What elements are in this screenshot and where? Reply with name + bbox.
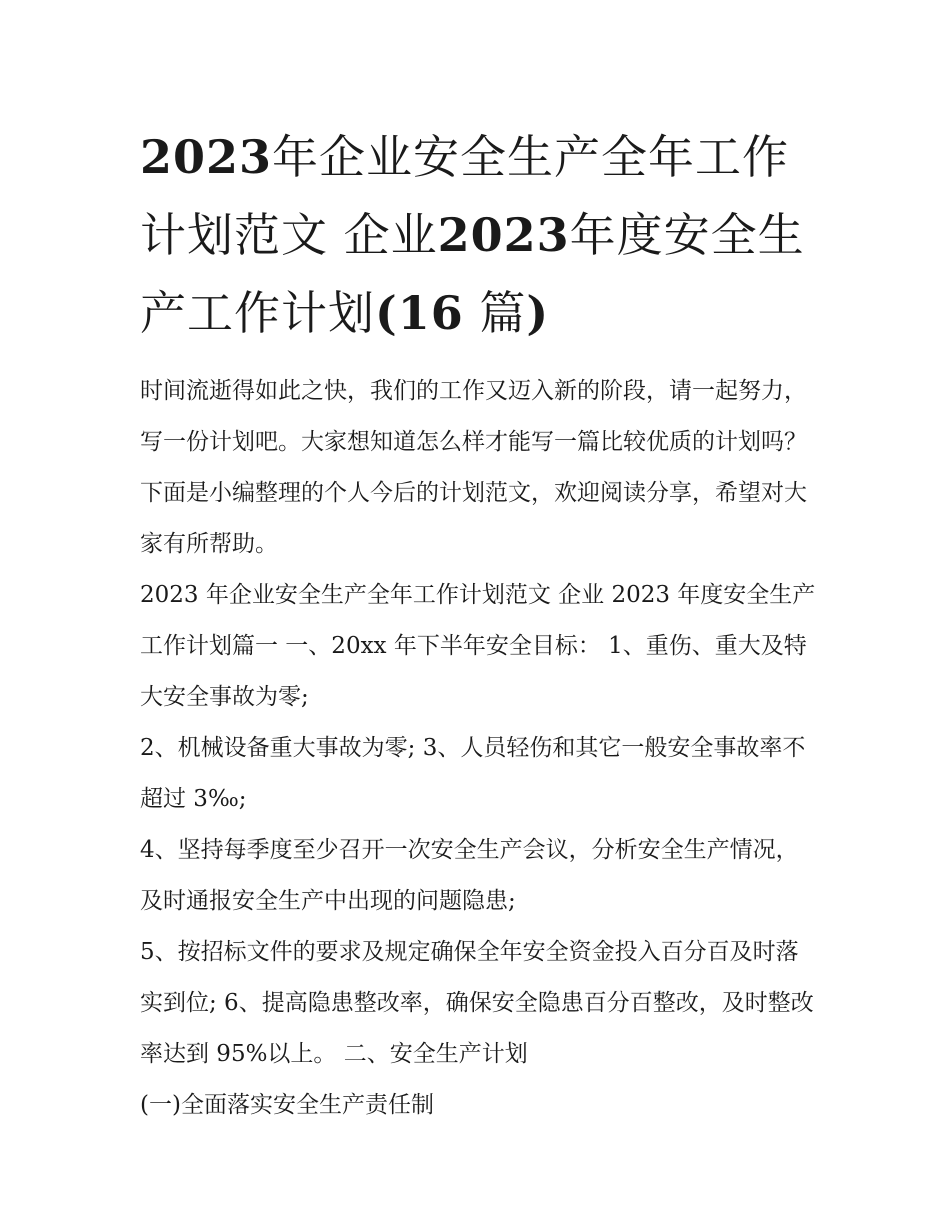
document-page [140, 118, 820, 1131]
title-count: (16 [375, 286, 464, 340]
title-close-paren: ) [526, 286, 550, 340]
document-title [140, 118, 820, 352]
body-paragraph-5: (一)全面落实安全生产责任制 [140, 1092, 434, 1118]
body-paragraph-1: 2023 年企业安全生产全年工作计划范文 企业 2023 年度安全生产工作计划篇一 一、20xx 年下半年安全目标： 1、重伤、重大及特大安全事故为零; [140, 582, 816, 710]
body-paragraph-2: 2、机械设备重大事故为零; 3、人员轻伤和其它一般安全事故率不超过 3‰; [140, 735, 806, 812]
body-paragraph-4: 5、按招标文件的要求及规定确保全年安全资金投入百分百及时落实到位; 6、提高隐患整改率，确保安全隐患百分百整改，及时整改率达到 95%以上。 二、安全生产计划 [140, 939, 814, 1067]
title-count-unit: 篇 [463, 286, 527, 340]
title-text-1: 年企业安全生产全年工作计划范文 企业 [140, 130, 790, 262]
title-text-2: 年度安全生产工作计划 [140, 208, 805, 340]
title-year-1: 2023 [140, 130, 273, 184]
intro-paragraph: 时间流逝得如此之快，我们的工作又迈入新的阶段，请一起努力，写一份计划吧。大家想知道怎么样才能写一篇比较优质的计划吗？下面是小编整理的个人今后的计划范文，欢迎阅读分享，希望对大家有所帮助。 [140, 378, 807, 557]
body-paragraph-3: 4、坚持每季度至少召开一次安全生产会议，分析安全生产情况，及时通报安全生产中出现的问题隐患; [140, 837, 799, 914]
title-year-2: 2023 [437, 208, 570, 262]
